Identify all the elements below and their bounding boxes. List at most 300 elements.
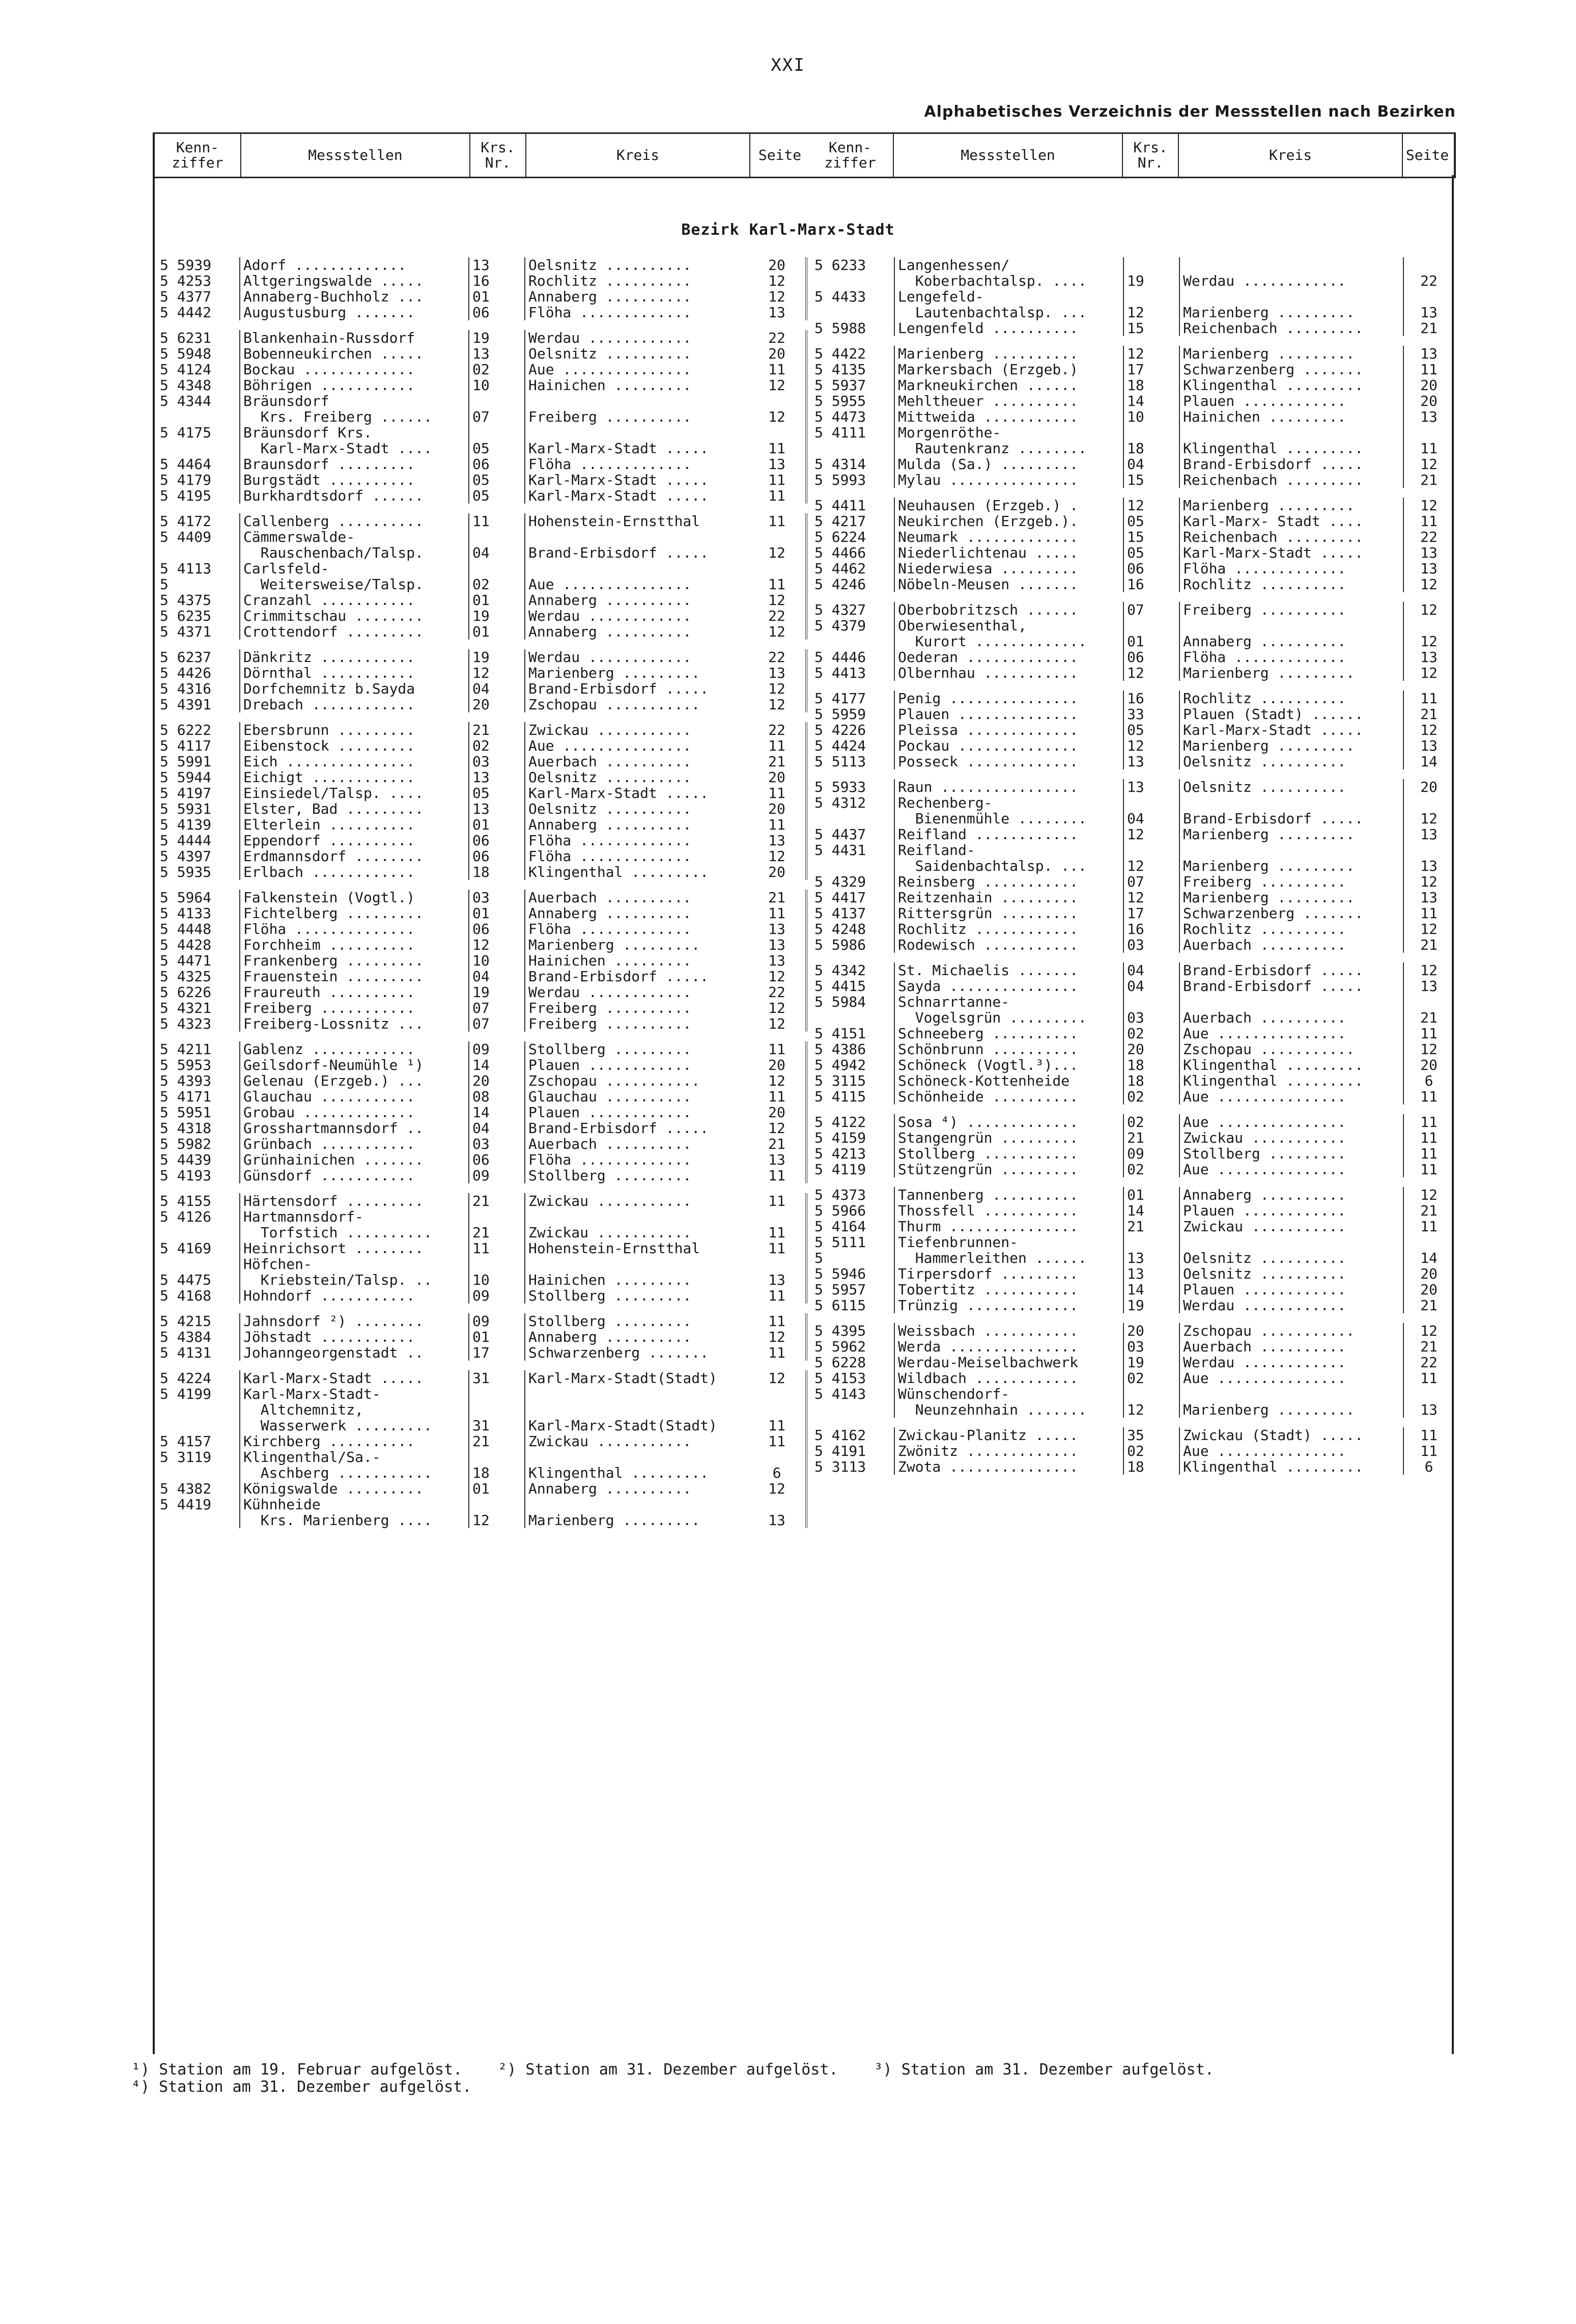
- seite-cell: 12: [748, 289, 807, 305]
- krs-nr-cell: 11: [468, 1240, 524, 1256]
- messstelle-cell: Bräunsdorf: [239, 393, 468, 409]
- kennziffer-cell: 5 4413: [814, 665, 866, 681]
- krs-nr-cell: 08: [468, 1089, 524, 1104]
- kreis-cell: Werdau ............: [524, 608, 748, 624]
- table-row: [153, 1418, 807, 1433]
- kreis-cell: Schwarzenberg .......: [1179, 362, 1403, 377]
- seite-cell: 11: [748, 738, 807, 754]
- messstelle-cell: Rechenberg-: [894, 795, 1123, 811]
- kennziffer-cell: [153, 1418, 239, 1433]
- kennziffer-cell: 5 5935: [160, 864, 212, 880]
- krs-nr-cell: [1123, 1386, 1179, 1402]
- messstelle-cell: Einsiedel/Talsp. ....: [239, 785, 468, 801]
- krs-nr-cell: 17: [1123, 362, 1179, 377]
- seite-cell: [1403, 257, 1454, 273]
- seite-cell: 13: [1403, 978, 1454, 994]
- table-row: [153, 1152, 807, 1168]
- seite-cell: 11: [748, 1418, 807, 1433]
- seite-cell: 20: [1403, 1057, 1454, 1073]
- kreis-cell: Aue ...............: [524, 362, 748, 377]
- table-row: [807, 618, 1454, 633]
- kennziffer-cell: 5 4139: [160, 817, 212, 833]
- kreis-cell: Marienberg .........: [524, 937, 748, 953]
- seite-cell: 20: [748, 1104, 807, 1120]
- table-row: [807, 1323, 1454, 1339]
- table-row: [153, 937, 807, 953]
- kennziffer-cell: 5 5964: [160, 890, 212, 905]
- kreis-cell: Auerbach ..........: [524, 1136, 748, 1152]
- messstelle-cell: Zwönitz .............: [894, 1443, 1123, 1459]
- table-row: [153, 1256, 807, 1272]
- messstelle-cell: Tobertitz ...........: [894, 1282, 1123, 1297]
- messstelle-cell: Dorfchemnitz b.Sayda: [239, 681, 468, 697]
- krs-nr-cell: 04: [1123, 811, 1179, 826]
- kennziffer-cell: 5 4215: [160, 1313, 212, 1329]
- kreis-cell: Glauchau ..........: [524, 1089, 748, 1104]
- kreis-cell: [524, 1386, 748, 1402]
- kreis-cell: Brand-Erbisdorf .....: [524, 545, 748, 561]
- kennziffer-cell: 5 4471: [160, 953, 212, 969]
- kreis-cell: Auerbach ..........: [1179, 1010, 1403, 1026]
- messstelle-cell: Krs. Freiberg ......: [239, 409, 468, 425]
- table-row: [807, 1459, 1454, 1475]
- messstelle-cell: Pockau ..............: [894, 738, 1123, 754]
- krs-nr-cell: 04: [468, 969, 524, 984]
- kreis-cell: Aue ...............: [1179, 1370, 1403, 1386]
- table-row: [153, 1120, 807, 1136]
- messstelle-cell: Dörnthal ...........: [239, 665, 468, 681]
- messstelle-cell: Lengefeld-: [894, 289, 1123, 305]
- krs-nr-cell: 14: [468, 1057, 524, 1073]
- seite-cell: 12: [748, 409, 807, 425]
- seite-cell: 13: [1403, 649, 1454, 665]
- kennziffer-cell: 5 4111: [814, 425, 866, 440]
- kreis-cell: Stollberg .........: [524, 1168, 748, 1183]
- table-row: [807, 456, 1454, 472]
- table-row: [153, 608, 807, 624]
- kennziffer-cell: 5 3119: [160, 1449, 212, 1465]
- krs-nr-cell: 09: [468, 1313, 524, 1329]
- messstelle-cell: Niederlichtenau .....: [894, 545, 1123, 561]
- table-row: [153, 785, 807, 801]
- kennziffer-cell: 5 4419: [160, 1497, 212, 1512]
- kennziffer-cell: [807, 858, 894, 874]
- messstelle-cell: Bobenneukirchen .....: [239, 346, 468, 362]
- kreis-cell: Marienberg .........: [1179, 305, 1403, 320]
- messstelle-cell: Adorf .............: [239, 257, 468, 273]
- kennziffer-cell: 5 4475: [160, 1272, 212, 1288]
- table-row: [807, 1057, 1454, 1073]
- kennziffer-cell: 5 4197: [160, 785, 212, 801]
- kreis-cell: Klingenthal .........: [1179, 1459, 1403, 1475]
- kreis-cell: Oelsnitz ..........: [524, 769, 748, 785]
- seite-cell: 22: [1403, 1354, 1454, 1370]
- kreis-cell: Zschopau ...........: [1179, 1041, 1403, 1057]
- krs-nr-cell: [1123, 795, 1179, 811]
- krs-nr-cell: 02: [1123, 1443, 1179, 1459]
- krs-nr-cell: [468, 1449, 524, 1465]
- kennziffer-cell: 5 3113: [814, 1459, 866, 1475]
- messstelle-cell: Krs. Marienberg ....: [239, 1512, 468, 1528]
- seite-cell: 22: [748, 649, 807, 665]
- kennziffer-cell: 5 4384: [160, 1329, 212, 1345]
- kreis-cell: Brand-Erbisdorf .....: [524, 969, 748, 984]
- seite-cell: 12: [1403, 811, 1454, 826]
- table-row: [153, 472, 807, 488]
- kreis-cell: Flöha .............: [524, 305, 748, 320]
- kennziffer-cell: 5 4312: [814, 795, 866, 811]
- table-row: [153, 649, 807, 665]
- krs-nr-cell: 16: [1123, 576, 1179, 592]
- krs-nr-cell: 05: [468, 440, 524, 456]
- table-row: [807, 440, 1454, 456]
- table-row: [153, 1104, 807, 1120]
- krs-nr-cell: 21: [468, 1433, 524, 1449]
- krs-nr-cell: 12: [1123, 738, 1179, 754]
- messstelle-cell: Schöneck (Vogtl.³)...: [894, 1057, 1123, 1073]
- table-row: [153, 1512, 807, 1528]
- footnote-2: ²) Station am 31. Dezember aufgelöst.: [498, 2061, 838, 2079]
- kennziffer-cell: 5 4377: [160, 289, 212, 305]
- kreis-cell: Zwickau ...........: [1179, 1219, 1403, 1234]
- kreis-cell: Werdau ............: [1179, 1297, 1403, 1313]
- seite-cell: 21: [1403, 1010, 1454, 1026]
- messstelle-cell: Carlsfeld-: [239, 561, 468, 576]
- messstelle-cell: Dänkritz ...........: [239, 649, 468, 665]
- kennziffer-cell: 5 4411: [814, 497, 866, 513]
- krs-nr-cell: 02: [1123, 1114, 1179, 1130]
- kennziffer-cell: 5 5948: [160, 346, 212, 362]
- seite-cell: 13: [1403, 826, 1454, 842]
- seite-cell: 20: [1403, 393, 1454, 409]
- table-row: [807, 937, 1454, 953]
- messstelle-cell: Zwickau-Planitz .....: [894, 1427, 1123, 1443]
- kreis-cell: Oelsnitz ..........: [1179, 1266, 1403, 1282]
- table-row: [807, 409, 1454, 425]
- krs-nr-cell: 15: [1123, 529, 1179, 545]
- table-row: [153, 1057, 807, 1073]
- kreis-cell: Aue ...............: [1179, 1443, 1403, 1459]
- kennziffer-cell: 5 4344: [160, 393, 212, 409]
- kreis-cell: Brand-Erbisdorf .....: [1179, 456, 1403, 472]
- kennziffer-cell: 5 5944: [160, 769, 212, 785]
- table-row: [807, 1203, 1454, 1219]
- table-row: [807, 921, 1454, 937]
- kennziffer-cell: 5 4393: [160, 1073, 212, 1089]
- seite-cell: 12: [748, 592, 807, 608]
- kennziffer-cell: 5 4446: [814, 649, 866, 665]
- krs-nr-cell: 20: [468, 1073, 524, 1089]
- kreis-cell: Oelsnitz ..........: [1179, 754, 1403, 769]
- messstelle-cell: Tirpersdorf .........: [894, 1266, 1123, 1282]
- seite-cell: 11: [748, 1433, 807, 1449]
- messstelle-cell: Zwota ...............: [894, 1459, 1123, 1475]
- krs-nr-cell: 10: [468, 1272, 524, 1288]
- seite-cell: 20: [748, 1057, 807, 1073]
- table-row: [153, 1465, 807, 1481]
- seite-cell: 12: [1403, 921, 1454, 937]
- kreis-cell: Marienberg .........: [1179, 890, 1403, 905]
- messstelle-cell: Grünbach ...........: [239, 1136, 468, 1152]
- krs-nr-cell: 16: [1123, 690, 1179, 706]
- kreis-cell: Plauen ............: [1179, 1203, 1403, 1219]
- table-row: [807, 905, 1454, 921]
- header-kreis: Kreis: [526, 134, 750, 177]
- header-seite: Seite: [1405, 147, 1449, 163]
- kennziffer-cell: 5 4213: [814, 1146, 866, 1161]
- table-row: [153, 1136, 807, 1152]
- table-row: [153, 921, 807, 937]
- kennziffer-cell: 5 4124: [160, 362, 212, 377]
- messstelle-cell: Mehltheuer ..........: [894, 393, 1123, 409]
- kreis-cell: Flöha .............: [524, 1152, 748, 1168]
- kreis-cell: Aue ...............: [524, 738, 748, 754]
- messstelle-cell: Jahnsdorf ²) ........: [239, 1313, 468, 1329]
- kreis-cell: Plauen ............: [524, 1057, 748, 1073]
- kreis-cell: Werdau ............: [1179, 1354, 1403, 1370]
- table-row: [153, 1016, 807, 1032]
- krs-nr-cell: 02: [1123, 1089, 1179, 1104]
- seite-cell: [748, 1209, 807, 1225]
- messstelle-cell: Jöhstadt ...........: [239, 1329, 468, 1345]
- messstelle-cell: Cranzahl ...........: [239, 592, 468, 608]
- table-row: [807, 1041, 1454, 1057]
- kennziffer-cell: 5 4119: [814, 1161, 866, 1177]
- kennziffer-cell: 5 4426: [160, 665, 212, 681]
- kreis-cell: Stollberg .........: [524, 1288, 748, 1304]
- krs-nr-cell: 18: [1123, 1073, 1179, 1089]
- table-row: [807, 362, 1454, 377]
- seite-cell: 12: [1403, 874, 1454, 890]
- seite-cell: 11: [748, 905, 807, 921]
- kennziffer-cell: [153, 1465, 239, 1481]
- kennziffer-cell: 5: [160, 576, 168, 592]
- krs-nr-cell: 10: [468, 377, 524, 393]
- krs-nr-cell: 02: [1123, 1026, 1179, 1041]
- kreis-cell: [524, 1256, 748, 1272]
- seite-cell: [1403, 1386, 1454, 1402]
- kreis-cell: Klingenthal .........: [1179, 1073, 1403, 1089]
- header-krs-nr: Krs. Nr.: [1123, 134, 1179, 177]
- kennziffer-cell: 5 4348: [160, 377, 212, 393]
- krs-nr-cell: 05: [1123, 545, 1179, 561]
- kreis-cell: Marienberg .........: [1179, 1402, 1403, 1418]
- kreis-cell: Oelsnitz ..........: [524, 801, 748, 817]
- seite-cell: 13: [748, 953, 807, 969]
- krs-nr-cell: 19: [468, 330, 524, 346]
- kreis-cell: Zwickau ...........: [524, 1193, 748, 1209]
- seite-cell: 20: [748, 257, 807, 273]
- kreis-cell: Reichenbach .........: [1179, 529, 1403, 545]
- seite-cell: 13: [748, 833, 807, 848]
- table-row: [153, 257, 807, 273]
- krs-nr-cell: [468, 1256, 524, 1272]
- kreis-cell: Schwarzenberg .......: [1179, 905, 1403, 921]
- header-messstellen: Messstellen: [894, 134, 1123, 177]
- messstelle-cell: Oederan .............: [894, 649, 1123, 665]
- messstelle-cell: Tannenberg ..........: [894, 1187, 1123, 1203]
- kennziffer-cell: 5 6228: [814, 1354, 866, 1370]
- messstelle-cell: Wasserwerk .........: [239, 1418, 468, 1433]
- krs-nr-cell: [1123, 289, 1179, 305]
- kreis-cell: Brand-Erbisdorf .....: [524, 681, 748, 697]
- messstelle-cell: Tiefenbrunnen-: [894, 1234, 1123, 1250]
- table-row: [807, 858, 1454, 874]
- kennziffer-cell: 5 4175: [160, 425, 212, 440]
- krs-nr-cell: 12: [1123, 890, 1179, 905]
- page-heading: Alphabetisches Verzeichnis der Messstellen nach Bezirken: [924, 103, 1456, 121]
- table-row: [153, 440, 807, 456]
- kreis-cell: [1179, 618, 1403, 633]
- table-row: [153, 1329, 807, 1345]
- kreis-cell: Reichenbach .........: [1179, 320, 1403, 336]
- table-row: [153, 624, 807, 640]
- seite-cell: 12: [748, 697, 807, 712]
- krs-nr-cell: 35: [1123, 1427, 1179, 1443]
- krs-nr-cell: 19: [468, 984, 524, 1000]
- kreis-cell: Marienberg .........: [1179, 826, 1403, 842]
- kennziffer-cell: 5 4131: [160, 1345, 212, 1361]
- seite-cell: 11: [748, 1225, 807, 1240]
- table-row: [153, 833, 807, 848]
- table-row: [807, 994, 1454, 1010]
- table-row: [807, 1187, 1454, 1203]
- kennziffer-cell: 5 6115: [814, 1297, 866, 1313]
- seite-cell: 11: [1403, 1370, 1454, 1386]
- krs-nr-cell: [1123, 618, 1179, 633]
- krs-nr-cell: 09: [1123, 1146, 1179, 1161]
- table-row: [153, 393, 807, 409]
- kreis-cell: Freiberg ..........: [1179, 602, 1403, 618]
- table-row: [153, 848, 807, 864]
- krs-nr-cell: 15: [1123, 472, 1179, 488]
- kennziffer-cell: 5 3115: [814, 1073, 866, 1089]
- messstelle-cell: Vogelsgrün .........: [894, 1010, 1123, 1026]
- kennziffer-cell: 5 4442: [160, 305, 212, 320]
- seite-cell: 21: [1403, 1203, 1454, 1219]
- krs-nr-cell: 18: [1123, 377, 1179, 393]
- krs-nr-cell: 11: [468, 513, 524, 529]
- krs-nr-cell: 12: [1123, 305, 1179, 320]
- column-header-left: [153, 132, 809, 178]
- krs-nr-cell: 04: [1123, 962, 1179, 978]
- kennziffer-cell: 5 4373: [814, 1187, 866, 1203]
- table-row: [153, 1402, 807, 1418]
- kennziffer-cell: 5 4179: [160, 472, 212, 488]
- messstelle-cell: Höfchen-: [239, 1256, 468, 1272]
- kennziffer-cell: 5 4211: [160, 1041, 212, 1057]
- messstelle-cell: Crimmitschau ........: [239, 608, 468, 624]
- seite-cell: 11: [748, 362, 807, 377]
- seite-cell: 12: [748, 1481, 807, 1497]
- kreis-cell: Annaberg ..........: [524, 1481, 748, 1497]
- kennziffer-cell: 5 4342: [814, 962, 866, 978]
- kennziffer-cell: 5 4191: [814, 1443, 866, 1459]
- krs-nr-cell: [468, 561, 524, 576]
- kreis-cell: Annaberg ..........: [1179, 1187, 1403, 1203]
- krs-nr-cell: 31: [468, 1418, 524, 1433]
- table-row: [807, 1386, 1454, 1402]
- kreis-cell: Klingenthal .........: [1179, 440, 1403, 456]
- krs-nr-cell: 19: [1123, 273, 1179, 289]
- messstelle-cell: Torfstich ..........: [239, 1225, 468, 1240]
- table-row: [807, 305, 1454, 320]
- krs-nr-cell: 06: [468, 833, 524, 848]
- seite-cell: 11: [1403, 905, 1454, 921]
- messstelle-cell: Eichigt ............: [239, 769, 468, 785]
- seite-cell: 13: [748, 1512, 807, 1528]
- kreis-cell: Annaberg ..........: [524, 1329, 748, 1345]
- kennziffer-cell: 5 4155: [160, 1193, 212, 1209]
- messstelle-cell: Stollberg ...........: [894, 1146, 1123, 1161]
- kreis-cell: Karl-Marx-Stadt(Stadt): [524, 1370, 748, 1386]
- krs-nr-cell: 12: [1123, 497, 1179, 513]
- kennziffer-cell: 5 4391: [160, 697, 212, 712]
- table-row: [807, 377, 1454, 393]
- messstelle-cell: Burkhardtsdorf ......: [239, 488, 468, 504]
- krs-nr-cell: 13: [468, 257, 524, 273]
- krs-nr-cell: 05: [468, 472, 524, 488]
- messstelle-cell: Schöneck-Kottenheide: [894, 1073, 1123, 1089]
- messstelle-cell: Frankenberg .........: [239, 953, 468, 969]
- messstelle-cell: Weissbach ...........: [894, 1323, 1123, 1339]
- kennziffer-cell: 5 5986: [814, 937, 866, 953]
- krs-nr-cell: 07: [1123, 874, 1179, 890]
- table-row: [153, 362, 807, 377]
- krs-nr-cell: 07: [1123, 602, 1179, 618]
- seite-cell: 12: [1403, 576, 1454, 592]
- krs-nr-cell: 21: [468, 722, 524, 738]
- kreis-cell: Auerbach ..........: [524, 754, 748, 769]
- seite-cell: [1403, 425, 1454, 440]
- kreis-cell: Rochlitz ..........: [524, 273, 748, 289]
- kreis-cell: Stollberg .........: [524, 1041, 748, 1057]
- seite-cell: 12: [1403, 1323, 1454, 1339]
- table-row: [153, 456, 807, 472]
- kennziffer-cell: 5 4195: [160, 488, 212, 504]
- table-row: [153, 890, 807, 905]
- kennziffer-cell: 5 4193: [160, 1168, 212, 1183]
- seite-cell: 12: [1403, 602, 1454, 618]
- table-row: [153, 738, 807, 754]
- messstelle-cell: Oberbobritzsch ......: [894, 602, 1123, 618]
- krs-nr-cell: [468, 1386, 524, 1402]
- kreis-cell: Zwickau ...........: [1179, 1130, 1403, 1146]
- seite-cell: 22: [748, 330, 807, 346]
- seite-cell: 13: [1403, 561, 1454, 576]
- kennziffer-cell: 5 5962: [814, 1339, 866, 1354]
- messstelle-cell: Neukirchen (Erzgeb.).: [894, 513, 1123, 529]
- kennziffer-cell: 5 4137: [814, 905, 866, 921]
- krs-nr-cell: 12: [1123, 858, 1179, 874]
- kreis-cell: Klingenthal .........: [524, 1465, 748, 1481]
- messstelle-cell: Karl-Marx-Stadt .....: [239, 1370, 468, 1386]
- kennziffer-cell: 5 4428: [160, 937, 212, 953]
- seite-cell: 11: [748, 1240, 807, 1256]
- table-row: [153, 984, 807, 1000]
- table-row: [153, 1481, 807, 1497]
- kennziffer-cell: 5 5984: [814, 994, 866, 1010]
- kennziffer-cell: 5 4409: [160, 529, 212, 545]
- kreis-cell: [524, 1402, 748, 1418]
- table-row: [153, 409, 807, 425]
- kennziffer-cell: [153, 1512, 239, 1528]
- seite-cell: 13: [748, 937, 807, 953]
- kreis-cell: Brand-Erbisdorf .....: [524, 1120, 748, 1136]
- table-row: [807, 561, 1454, 576]
- krs-nr-cell: 14: [468, 1104, 524, 1120]
- krs-nr-cell: 16: [1123, 921, 1179, 937]
